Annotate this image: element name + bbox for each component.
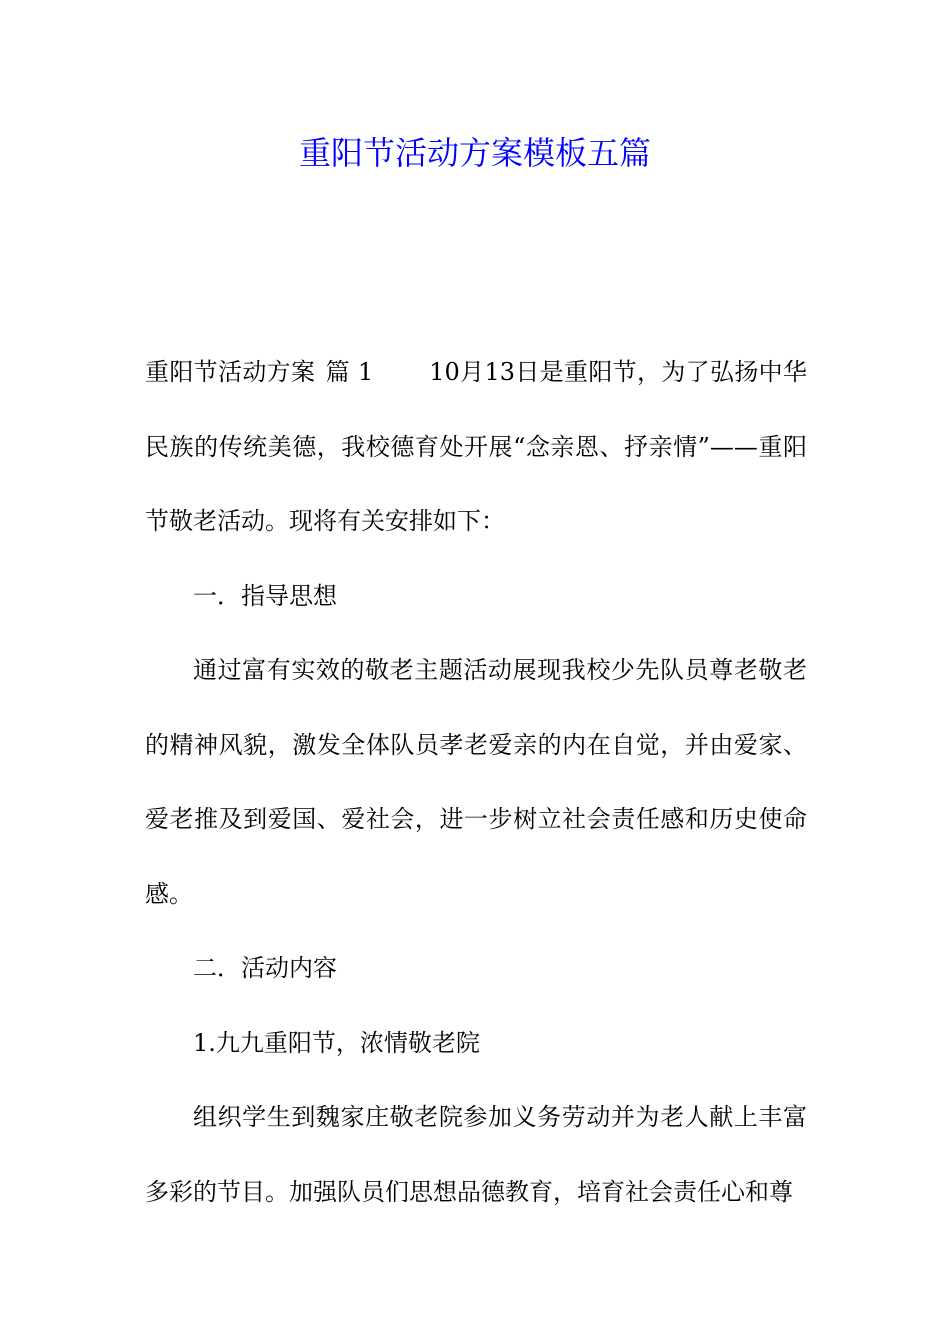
section-heading-guiding-idea: 一．指导思想: [193, 581, 337, 610]
item-heading-nursing-home: 1.九九重阳节，浓情敬老院: [193, 1028, 480, 1057]
document-title: 重阳节活动方案模板五篇: [298, 134, 651, 172]
section-text-guiding-idea: 通过富有实效的敬老主题活动展现我校少先队员尊老敬老的精神风貌，激发全体队员孝老爱亲的内在自觉，并由爱家、爱老推及到爱国、爱社会，进一步树立社会责任感和历史使命感。: [145, 656, 807, 908]
document-body: [145, 335, 807, 1229]
intro-paragraph: [145, 335, 807, 559]
item-text-nursing-home: 组织学生到魏家庄敬老院参加义务劳动并为老人献上丰富多彩的节目。加强队员们思想品德教育，培育社会责任心和尊: [145, 1103, 807, 1206]
intro-text: 10月13日是重阳节，为了弘扬中华民族的传统美德，我校德育处开展“念亲恩、抒亲情”——重阳节敬老活动。现将有关安排如下：: [145, 358, 808, 535]
intro-heading-label: 重阳节活动方案: [145, 358, 316, 386]
section-heading-activity-content: 二．活动内容: [193, 954, 337, 982]
intro-heading-number: 篇 1: [325, 358, 374, 386]
